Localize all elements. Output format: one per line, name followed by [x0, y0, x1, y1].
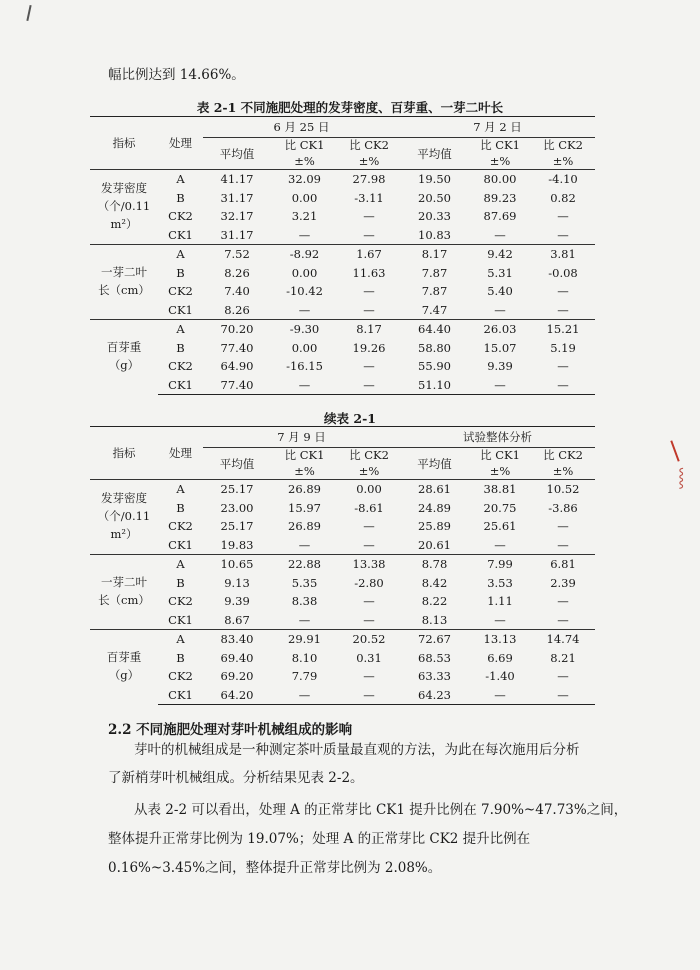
value-cell: — — [557, 669, 569, 684]
table-row — [90, 245, 595, 264]
value-cell: — — [557, 227, 569, 242]
value-cell: 8.17 — [338, 320, 400, 339]
treatment-cell: CK1 — [168, 302, 193, 317]
treatment-cell: B — [176, 340, 185, 355]
value-cell: 7.47 — [421, 302, 448, 317]
value-cell: 0.00 — [291, 190, 318, 205]
value-cell: -8.61 — [354, 500, 384, 515]
sub-ck1: 比 CK1 ±% — [480, 448, 520, 478]
value-cell: 2.39 — [550, 575, 576, 590]
treatment-cell: B — [176, 500, 185, 515]
value-cell: 64.23 — [400, 686, 469, 705]
value-cell: 32.17 — [220, 209, 254, 224]
table-row — [90, 555, 595, 574]
value-cell: 3.53 — [487, 575, 513, 590]
table-row — [90, 264, 595, 283]
value-cell: 89.23 — [483, 190, 517, 205]
table-row — [90, 170, 595, 189]
value-cell: 6.81 — [531, 555, 595, 574]
value-cell: 7.87 — [421, 265, 448, 280]
col-treatment: 处理 — [158, 427, 203, 480]
value-cell: 87.69 — [483, 209, 517, 224]
value-cell: 23.00 — [220, 500, 254, 515]
value-cell: 25.89 — [418, 519, 451, 534]
treatment-cell: CK1 — [168, 227, 193, 242]
value-cell: — — [363, 519, 375, 534]
value-cell: — — [557, 594, 569, 609]
value-cell: 20.61 — [418, 537, 451, 552]
value-cell: — — [531, 686, 595, 705]
period1-header: 7 月 9 日 — [203, 427, 400, 448]
table1-body — [90, 170, 595, 395]
table-row — [90, 480, 595, 499]
table-row — [90, 339, 595, 358]
value-cell: 10.83 — [418, 227, 451, 242]
sub-ck1: 比 CK1 ±% — [284, 138, 325, 168]
treatment-cell: CK2 — [168, 359, 193, 374]
value-cell: -16.15 — [286, 359, 323, 374]
value-cell: — — [298, 302, 311, 317]
value-cell: 8.13 — [421, 612, 448, 627]
treatment-cell: A — [158, 170, 203, 189]
indicator-cell: 发芽密度 （个/0.11 m²） — [90, 170, 158, 245]
value-cell: 8.42 — [421, 575, 448, 590]
value-cell: 0.82 — [550, 190, 576, 205]
table-row — [90, 686, 595, 705]
value-cell: 15.97 — [288, 500, 321, 515]
value-cell: 5.40 — [487, 284, 513, 299]
treatment-cell: CK2 — [168, 669, 193, 684]
treatment-cell: CK2 — [168, 209, 193, 224]
period2-header: 试验整体分析 — [400, 427, 595, 448]
value-cell: 9.39 — [224, 594, 250, 609]
value-cell: -10.42 — [286, 284, 323, 299]
value-cell: 10.52 — [531, 480, 595, 499]
value-cell: 0.00 — [338, 480, 400, 499]
value-cell: — — [363, 669, 375, 684]
table-row — [90, 226, 595, 245]
section-heading: 2.2 不同施肥处理对芽叶机械组成的影响 — [108, 722, 353, 738]
table-row — [90, 611, 595, 630]
scan-mark — [26, 5, 31, 21]
intro-line: 幅比例达到 14.66%。 — [108, 67, 245, 83]
sub-mean: 平均值 — [417, 456, 452, 471]
value-cell: 26.03 — [469, 320, 531, 339]
value-cell: 20.52 — [338, 630, 400, 649]
value-cell: — — [494, 302, 506, 317]
sub-mean: 平均值 — [417, 146, 452, 161]
value-cell: — — [363, 227, 375, 242]
table-row — [90, 649, 595, 668]
value-cell: — — [557, 612, 569, 627]
value-cell: 15.07 — [483, 340, 517, 355]
table2 — [90, 426, 595, 705]
treatment-cell: A — [158, 320, 203, 339]
col-treatment: 处理 — [158, 117, 203, 170]
value-cell: 77.40 — [203, 376, 271, 395]
value-cell: 3.81 — [531, 245, 595, 264]
value-cell: — — [557, 519, 569, 534]
value-cell: 1.11 — [487, 594, 513, 609]
table-row — [90, 357, 595, 376]
sub-ck2: 比 CK2 ±% — [543, 138, 583, 168]
sub-mean: 平均值 — [219, 456, 255, 471]
value-cell: 20.50 — [418, 190, 451, 205]
table1-caption: 表 2-1 不同施肥处理的发芽密度、百芽重、一芽二叶长 — [196, 100, 504, 115]
table-row — [90, 630, 595, 649]
value-cell: 8.22 — [421, 594, 448, 609]
table-row — [90, 592, 595, 611]
value-cell: 25.17 — [220, 519, 254, 534]
value-cell: 27.98 — [338, 170, 400, 189]
indicator-cell: 一芽二叶 长（cm） — [90, 245, 158, 320]
value-cell: 68.53 — [418, 650, 451, 665]
value-cell: — — [494, 612, 506, 627]
value-cell: 1.67 — [338, 245, 400, 264]
value-cell: -8.92 — [271, 245, 338, 264]
table-row — [90, 282, 595, 301]
value-cell: 7.87 — [421, 284, 448, 299]
table2-body — [90, 480, 595, 705]
table-row — [90, 376, 595, 395]
value-cell: 32.09 — [271, 170, 338, 189]
table1-header — [90, 117, 595, 170]
value-cell: — — [557, 537, 569, 552]
indicator-cell: 百芽重 （g） — [90, 630, 158, 705]
table-row — [90, 207, 595, 226]
value-cell: 29.91 — [271, 630, 338, 649]
value-cell: — — [298, 227, 311, 242]
value-cell: — — [338, 686, 400, 705]
indicator-cell: 发芽密度 （个/0.11 m²） — [90, 480, 158, 555]
value-cell: — — [363, 284, 375, 299]
value-cell: 7.99 — [469, 555, 531, 574]
value-cell: 20.33 — [418, 209, 451, 224]
value-cell: 0.31 — [356, 650, 382, 665]
treatment-cell: CK1 — [168, 537, 193, 552]
period2-header: 7 月 2 日 — [400, 117, 595, 138]
value-cell: -1.40 — [485, 669, 515, 684]
value-cell: 24.89 — [418, 500, 451, 515]
value-cell: -4.10 — [531, 170, 595, 189]
table-row — [90, 667, 595, 686]
value-cell: — — [557, 359, 569, 374]
value-cell: 5.19 — [550, 340, 576, 355]
table-row — [90, 536, 595, 555]
value-cell: 9.13 — [224, 575, 250, 590]
treatment-cell: CK1 — [158, 686, 203, 705]
value-cell: — — [363, 209, 375, 224]
value-cell: 13.13 — [469, 630, 531, 649]
treatment-cell: A — [158, 555, 203, 574]
value-cell: 6.69 — [487, 650, 513, 665]
value-cell: 58.80 — [418, 340, 451, 355]
para2-line: 从表 2-2 可以看出，处理 A 的正常芽比 CK1 提升比例在 7.90%~47.73%之间， — [134, 802, 628, 818]
indicator-cell: 百芽重 （g） — [90, 320, 158, 395]
value-cell: 83.40 — [203, 630, 271, 649]
value-cell: 7.40 — [224, 284, 250, 299]
value-cell: 13.38 — [338, 555, 400, 574]
value-cell: 7.52 — [203, 245, 271, 264]
value-cell: 38.81 — [469, 480, 531, 499]
treatment-cell: CK2 — [168, 594, 193, 609]
treatment-cell: B — [176, 575, 185, 590]
value-cell: 8.10 — [291, 650, 318, 665]
value-cell: — — [469, 686, 531, 705]
value-cell: 7.79 — [291, 669, 318, 684]
table-row — [90, 574, 595, 593]
value-cell: 14.74 — [531, 630, 595, 649]
table-row — [90, 320, 595, 339]
table-row — [90, 517, 595, 536]
value-cell: 5.31 — [487, 265, 513, 280]
value-cell: -0.08 — [548, 265, 578, 280]
value-cell: 41.17 — [203, 170, 271, 189]
treatment-cell: B — [176, 265, 185, 280]
value-cell: — — [494, 537, 506, 552]
value-cell: — — [494, 227, 506, 242]
value-cell: 8.17 — [400, 245, 469, 264]
value-cell: — — [338, 376, 400, 395]
value-cell: 77.40 — [220, 340, 254, 355]
value-cell: 8.78 — [400, 555, 469, 574]
value-cell: — — [271, 686, 338, 705]
value-cell: — — [557, 302, 569, 317]
value-cell: 0.00 — [291, 265, 318, 280]
value-cell: -2.80 — [354, 575, 384, 590]
value-cell: 11.63 — [352, 265, 386, 280]
indicator-cell: 一芽二叶 长（cm） — [90, 555, 158, 630]
value-cell: — — [363, 359, 375, 374]
value-cell: 70.20 — [203, 320, 271, 339]
value-cell: — — [557, 209, 569, 224]
value-cell: 31.17 — [220, 227, 254, 242]
value-cell: 8.67 — [224, 612, 250, 627]
value-cell: — — [363, 537, 375, 552]
treatment-cell: CK2 — [168, 284, 193, 299]
sub-ck1: 比 CK1 ±% — [480, 138, 520, 168]
value-cell: 72.67 — [400, 630, 469, 649]
value-cell: — — [363, 594, 375, 609]
treatment-cell: CK1 — [158, 376, 203, 395]
col-indicator: 指标 — [90, 427, 158, 480]
value-cell: — — [271, 376, 338, 395]
treatment-cell: B — [176, 190, 185, 205]
treatment-cell: B — [176, 650, 185, 665]
value-cell: 69.20 — [220, 669, 254, 684]
value-cell: — — [531, 376, 595, 395]
value-cell: — — [363, 612, 375, 627]
para2-line: 0.16%~3.45%之间，整体提升正常芽比例为 2.08%。 — [108, 860, 442, 876]
table2-header — [90, 427, 595, 480]
value-cell: 5.35 — [291, 575, 318, 590]
value-cell: 25.61 — [483, 519, 517, 534]
value-cell: 8.26 — [224, 265, 250, 280]
value-cell: 55.90 — [418, 359, 451, 374]
treatment-cell: A — [158, 480, 203, 499]
treatment-cell: A — [158, 245, 203, 264]
value-cell: 15.21 — [531, 320, 595, 339]
treatment-cell: CK2 — [168, 519, 193, 534]
table-row — [90, 499, 595, 518]
value-cell: 22.88 — [271, 555, 338, 574]
table1 — [90, 116, 595, 395]
value-cell: — — [469, 376, 531, 395]
red-stamp-mark: ⸾ — [668, 440, 696, 550]
value-cell: 9.42 — [469, 245, 531, 264]
value-cell: 64.90 — [220, 359, 254, 374]
value-cell: 3.21 — [291, 209, 318, 224]
para1-line: 了新梢芽叶机械组成。分析结果见表 2-2。 — [108, 770, 364, 786]
value-cell: 28.61 — [400, 480, 469, 499]
sub-ck2: 比 CK2 ±% — [543, 448, 583, 478]
value-cell: — — [363, 302, 375, 317]
value-cell: 25.17 — [203, 480, 271, 499]
value-cell: 51.10 — [400, 376, 469, 395]
value-cell: -9.30 — [271, 320, 338, 339]
table-row — [90, 301, 595, 320]
value-cell: 31.17 — [220, 190, 254, 205]
value-cell: 8.38 — [291, 594, 318, 609]
value-cell: 19.83 — [220, 537, 254, 552]
table2-caption: 续表 2-1 — [324, 411, 376, 426]
table-row — [90, 189, 595, 208]
value-cell: 26.89 — [288, 519, 321, 534]
sub-ck2: 比 CK2 ±% — [349, 138, 389, 168]
value-cell: 20.75 — [483, 500, 517, 515]
value-cell: 80.00 — [469, 170, 531, 189]
sub-ck1: 比 CK1 ±% — [284, 448, 325, 478]
period1-header: 6 月 25 日 — [203, 117, 400, 138]
value-cell: 9.39 — [487, 359, 513, 374]
col-indicator: 指标 — [90, 117, 158, 170]
value-cell: 8.26 — [224, 302, 250, 317]
value-cell: 64.40 — [400, 320, 469, 339]
value-cell: — — [557, 284, 569, 299]
value-cell: 19.50 — [400, 170, 469, 189]
value-cell: 0.00 — [291, 340, 318, 355]
value-cell: — — [298, 537, 311, 552]
para1-line: 芽叶的机械组成是一种测定茶叶质量最直观的方法，为此在每次施用后分析 — [134, 742, 580, 758]
value-cell: 64.20 — [203, 686, 271, 705]
value-cell: 69.40 — [220, 650, 254, 665]
value-cell: -3.86 — [548, 500, 578, 515]
treatment-cell: CK1 — [168, 612, 193, 627]
value-cell: 26.89 — [271, 480, 338, 499]
value-cell: 8.21 — [550, 650, 576, 665]
value-cell: 10.65 — [203, 555, 271, 574]
value-cell: 19.26 — [352, 340, 386, 355]
sub-mean: 平均值 — [219, 146, 255, 161]
treatment-cell: A — [158, 630, 203, 649]
value-cell: 63.33 — [418, 669, 451, 684]
value-cell: -3.11 — [354, 190, 384, 205]
sub-ck2: 比 CK2 ±% — [349, 448, 389, 478]
value-cell: — — [298, 612, 311, 627]
para2-line: 整体提升正常芽比例为 19.07%；处理 A 的正常芽比 CK2 提升比例在 — [108, 831, 531, 847]
